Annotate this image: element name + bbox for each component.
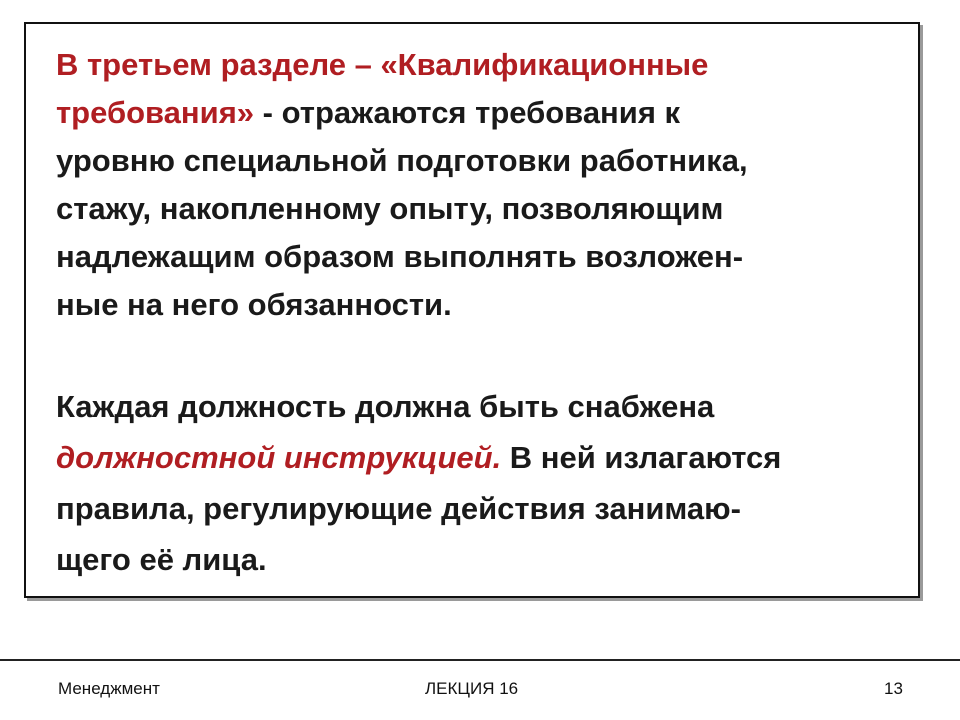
para1-line-4: стажу, накопленному опыту, позволяющим: [56, 191, 724, 226]
para2-line-4: щего её лица.: [56, 542, 267, 577]
content-frame: [24, 22, 920, 598]
para2-line-3: правила, регулирующие действия занимаю-: [56, 491, 741, 526]
section-title-fragment: требования»: [56, 95, 255, 130]
footer-course-name: Менеджмент: [58, 679, 160, 698]
para2-line-1: Каждая должность должна быть снабжена: [56, 389, 715, 424]
para1-line-2-rest: - отражаются требования к: [254, 95, 681, 130]
para1-line-3: уровню специальной подготовки работника,: [56, 143, 748, 178]
footer-divider: [0, 659, 960, 661]
para1-line-2: [56, 89, 748, 137]
para2-line-2-rest: В ней излагаются: [501, 440, 782, 475]
footer-lecture-label: ЛЕКЦИЯ 16: [425, 679, 519, 698]
para2-line-2: [56, 432, 781, 483]
para1-line-5: надлежащим образом выполнять возложен-: [56, 239, 744, 274]
footer-page-number: 13: [884, 679, 903, 698]
paragraph-qualification-requirements: [56, 41, 748, 329]
para1-line-1: В третьем разделе – «Квалификационные: [56, 47, 709, 82]
job-instruction-emphasis: должностной инструкцией.: [56, 440, 502, 475]
para1-line-6: ные на него обязанности.: [56, 287, 452, 322]
paragraph-job-instruction: [56, 381, 781, 585]
